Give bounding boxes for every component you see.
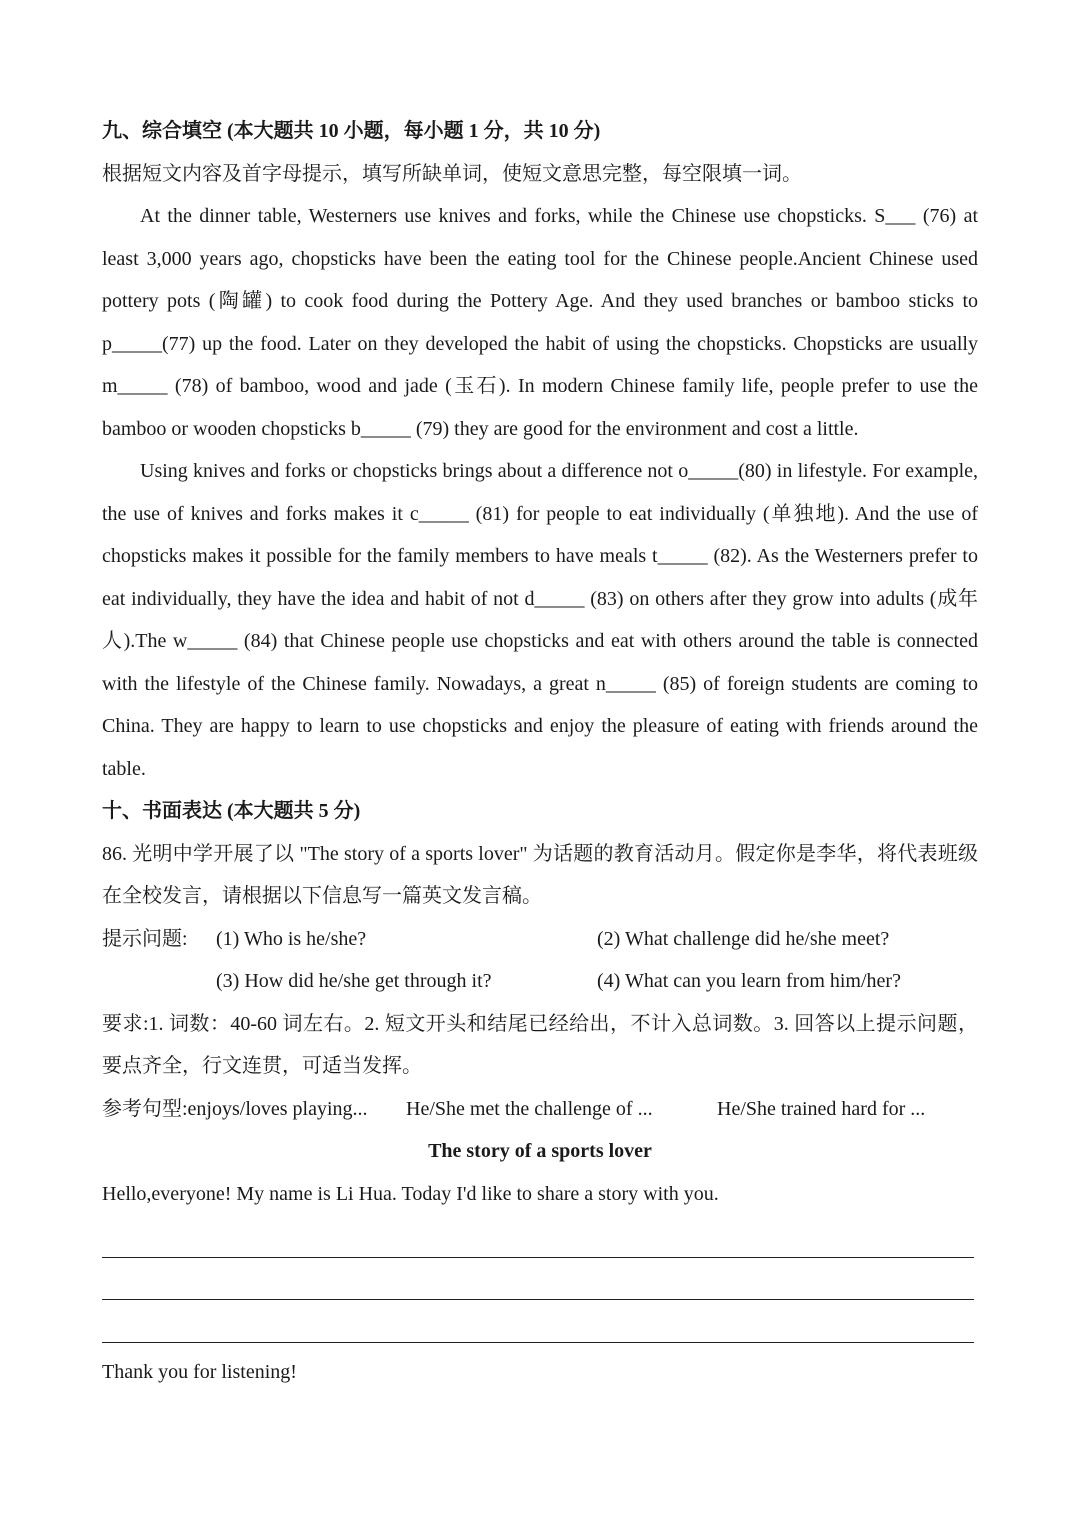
essay-closing: Thank you for listening! xyxy=(102,1360,297,1383)
hint-question-3: (3) How did he/she get through it? xyxy=(216,970,492,992)
hint-questions-row-2 xyxy=(102,960,978,1003)
requirements: 要求:1. 词数：40-60 词左右。2. 短文开头和结尾已经给出，不计入总词数。3. 回答以上提示问题，要点齐全，行文连贯，可适当发挥。 xyxy=(102,1012,978,1077)
passage-paragraph-2 xyxy=(102,450,978,790)
exam-page xyxy=(102,110,978,1393)
hint-questions-row-1 xyxy=(102,918,978,961)
passage-paragraph-1-text: At the dinner table, Westerners use knives and forks, while the Chinese use chopsticks. S___ (76) at least 3,000 years ago, chopsticks have been the eating tool for the Chinese people.Ancient Chinese used pottery pots (陶罐) to cook food during the Pottery Age. And they used branches or bamboo sticks to p_____(77) up the food. Later on they developed the habit of using the chopsticks. Chopsticks are usually m_____ (78) of bamboo, wood and jade (玉石). In modern Chinese family life, people prefer to use the bamboo or wooden chopsticks b_____ (79) they are good for the environment and cost a little. xyxy=(102,205,978,440)
writing-line-1[interactable] xyxy=(102,1215,974,1258)
spacer xyxy=(102,1343,978,1351)
section-9-instruction: 根据短文内容及首字母提示，填写所缺单词，使短文意思完整，每空限填一词。 xyxy=(102,162,802,185)
reference-sentences xyxy=(102,1088,978,1131)
section-10-title: 十、书面表达 (本大题共 5 分) xyxy=(102,800,361,822)
passage-paragraph-1 xyxy=(102,195,978,450)
writing-line-3[interactable] xyxy=(102,1300,974,1343)
hint-question-2: (2) What challenge did he/she meet? xyxy=(597,927,890,950)
hint-question-1: (1) Who is he/she? xyxy=(216,927,367,950)
essay-opening: Hello,everyone! My name is Li Hua. Today I'd like to share a story with you. xyxy=(102,1182,719,1205)
writing-prompt: 86. 光明中学开展了以 "The story of a sports lover" 为话题的教育活动月。假定你是李华，将代表班级在全校发言，请根据以下信息写一篇英文发言稿。 xyxy=(102,842,978,907)
essay-title: The story of a sports lover xyxy=(428,1140,652,1162)
hint-question-4: (4) What can you learn from him/her? xyxy=(597,970,901,992)
reference-sentence-2: He/She met the challenge of ... xyxy=(406,1097,653,1120)
reference-sentence-3: He/She trained hard for ... xyxy=(717,1097,926,1120)
section-9-title: 九、综合填空 (本大题共 10 小题，每小题 1 分，共 10 分) xyxy=(102,120,601,142)
passage-paragraph-2-text: Using knives and forks or chopsticks brings about a difference not o_____(80) in lifestyle. For example, the use of knives and forks makes it c_____ (81) for people to eat individually (单独地). And the use of chopsticks makes it possible for the family members to have meals t_____ (82). As the Westerners prefer to eat individually, they have the idea and habit of not d_____ (83) on others after they grow into adults (成年人).The w_____ (84) that Chinese people use chopsticks and eat with others around the table is connected with the lifestyle of the Chinese family. Nowadays, a great n_____ (85) of foreign students are coming to China. They are happy to learn to use chopsticks and enjoy the pleasure of eating with friends around the table. xyxy=(102,460,978,780)
hint-questions-label: 提示问题: xyxy=(102,927,188,950)
writing-line-2[interactable] xyxy=(102,1258,974,1301)
reference-sentence-1: 参考句型:enjoys/loves playing... xyxy=(102,1097,368,1120)
